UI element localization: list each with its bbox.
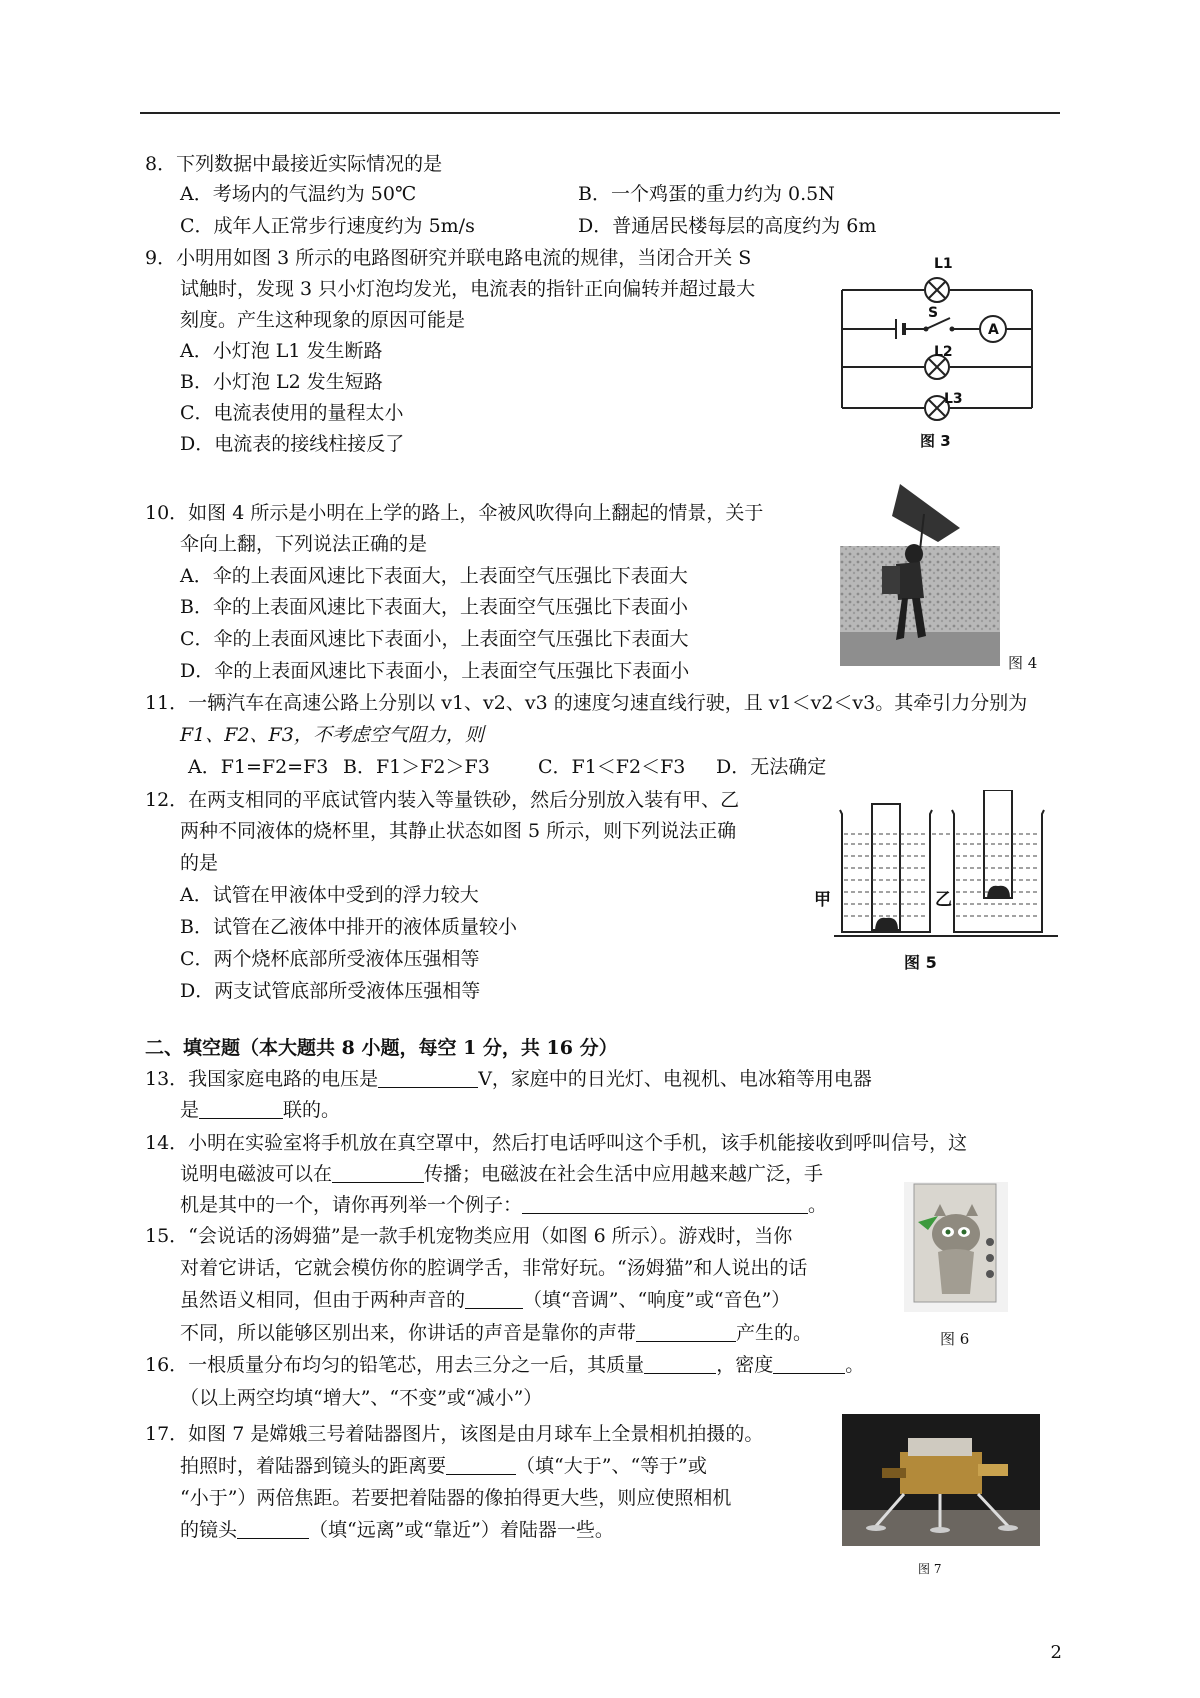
q13-line2 bbox=[180, 1097, 340, 1123]
q13-line1 bbox=[145, 1066, 872, 1092]
figure-5-beakers bbox=[832, 790, 1062, 940]
q10-option-a: A．伞的上表面风速比下表面大，上表面空气压强比下表面大 bbox=[180, 565, 688, 587]
q17-text-1: 拍照时，着陆器到镜头的距离要 bbox=[180, 1455, 447, 1477]
q15-blank-vocal-cords[interactable] bbox=[636, 1322, 736, 1342]
fig3-label-ammeter: A bbox=[988, 322, 999, 338]
q9-line2: 试触时，发现 3 只小灯泡均发光，电流表的指针正向偏转并超过最大 bbox=[180, 278, 756, 300]
q17-text-3: 的镜头 bbox=[180, 1519, 238, 1541]
q11-line1: 11．一辆汽车在高速公路上分别以 v1、v2、v3 的速度匀速直线行驶，且 v1＜v2＜v3。其牵引力分别为 bbox=[145, 692, 1028, 714]
q14-line3 bbox=[180, 1192, 827, 1218]
q16-line2: （以上两空均填“增大”、“不变”或“减小”） bbox=[180, 1387, 543, 1409]
q12-line1: 12．在两支相同的平底试管内装入等量铁砂，然后分别放入装有甲、乙 bbox=[145, 789, 740, 811]
q15-line1: 15．“会说话的汤姆猫”是一款手机宠物类应用（如图 6 所示）。游戏时，当你 bbox=[145, 1225, 793, 1247]
q12-option-b: B．试管在乙液体中排开的液体质量较小 bbox=[180, 916, 517, 938]
q15-line3 bbox=[180, 1287, 790, 1313]
q13-text-2: V，家庭中的日光灯、电视机、电冰箱等用电器 bbox=[478, 1068, 872, 1090]
q15-line4 bbox=[180, 1320, 812, 1346]
fig3-label-l2: L2 bbox=[934, 344, 953, 360]
q8-stem: 8．下列数据中最接近实际情况的是 bbox=[145, 153, 443, 175]
q14-blank-medium[interactable] bbox=[332, 1163, 424, 1183]
q12-option-a: A．试管在甲液体中受到的浮力较大 bbox=[180, 884, 479, 906]
q13-text-4: 联的。 bbox=[283, 1099, 341, 1121]
q11-option-d: D．无法确定 bbox=[716, 756, 827, 778]
q17-line1: 17．如图 7 是嫦娥三号着陆器图片，该图是由月球车上全景相机拍摄的。 bbox=[145, 1423, 764, 1445]
q16-blank-mass[interactable] bbox=[644, 1354, 716, 1374]
q11-option-c: C．F1＜F2＜F3 bbox=[538, 756, 686, 778]
q15-text-3: 不同，所以能够区别出来，你讲话的声音是靠你的声带 bbox=[180, 1322, 637, 1344]
fig3-label-l1: L1 bbox=[934, 256, 953, 272]
q9-line3: 刻度。产生这种现象的原因可能是 bbox=[180, 309, 466, 331]
q15-blank-sound-property[interactable] bbox=[465, 1289, 523, 1309]
q11-option-a: A．F1=F2=F3 bbox=[188, 756, 329, 778]
q9-line1: 9．小明用如图 3 所示的电路图研究并联电路电流的规律，当闭合开关 S bbox=[145, 247, 752, 269]
q17-text-2: （填“大于”、“等于”或 bbox=[516, 1455, 707, 1477]
q14-text-2: 传播；电磁波在社会生活中应用越来越广泛，手 bbox=[424, 1163, 824, 1185]
q16-text-1: 16．一根质量分布均匀的铅笔芯，用去三分之一后，其质量 bbox=[145, 1354, 645, 1376]
fig3-label-l3: L3 bbox=[944, 391, 963, 407]
q14-blank-example[interactable] bbox=[522, 1194, 808, 1214]
figure-4-umbrella-photo bbox=[840, 480, 1000, 666]
q16-line1 bbox=[145, 1352, 864, 1378]
fig5-caption: 图 5 bbox=[904, 953, 937, 972]
q10-option-d: D．伞的上表面风速比下表面小，上表面空气压强比下表面小 bbox=[180, 660, 690, 682]
q17-blank-distance[interactable] bbox=[446, 1455, 516, 1475]
fig5-label-jia: 甲 bbox=[814, 890, 831, 910]
q10-option-b: B．伞的上表面风速比下表面大，上表面空气压强比下表面小 bbox=[180, 596, 688, 618]
q10-line1: 10．如图 4 所示是小明在上学的路上，伞被风吹得向上翻起的情景，关于 bbox=[145, 502, 764, 524]
fig6-caption: 图 6 bbox=[940, 1330, 970, 1348]
header-rule bbox=[140, 112, 1060, 114]
q14-text-3: 机是其中的一个，请你再列举一个例子： bbox=[180, 1194, 523, 1216]
q10-line2: 伞向上翻，下列说法正确的是 bbox=[180, 533, 428, 555]
q10-option-c: C．伞的上表面风速比下表面小，上表面空气压强比下表面大 bbox=[180, 628, 689, 650]
q9-option-c: C．电流表使用的量程太小 bbox=[180, 402, 404, 424]
q9-option-d: D．电流表的接线柱接反了 bbox=[180, 433, 405, 455]
q16-blank-density[interactable] bbox=[773, 1354, 845, 1374]
q17-blank-direction[interactable] bbox=[237, 1519, 309, 1539]
figure-6-talking-tom-app bbox=[904, 1182, 1008, 1312]
page-number: 2 bbox=[1050, 1642, 1062, 1663]
q14-line2 bbox=[180, 1161, 823, 1187]
q15-text-4: 产生的。 bbox=[736, 1322, 813, 1344]
fig4-caption: 图 4 bbox=[1008, 654, 1038, 672]
q12-line2: 两种不同液体的烧杯里，其静止状态如图 5 所示，则下列说法正确 bbox=[180, 820, 737, 842]
q17-line3: “小于”）两倍焦距。若要把着陆器的像拍得更大些，则应使照相机 bbox=[180, 1487, 732, 1509]
q13-text-1: 13．我国家庭电路的电压是 bbox=[145, 1068, 379, 1090]
q15-text-1: 虽然语义相同，但由于两种声音的 bbox=[180, 1289, 466, 1311]
fig3-caption: 图 3 bbox=[920, 432, 951, 450]
q14-line1: 14．小明在实验室将手机放在真空罩中，然后打电话呼叫这个手机，该手机能接收到呼叫信号，这 bbox=[145, 1132, 968, 1154]
q8-option-a: A．考场内的气温约为 50℃ bbox=[180, 183, 417, 205]
fig5-label-yi: 乙 bbox=[935, 890, 952, 910]
q14-text-4: 。 bbox=[808, 1194, 828, 1216]
q12-option-c: C．两个烧杯底部所受液体压强相等 bbox=[180, 948, 480, 970]
q14-text-1: 说明电磁波可以在 bbox=[180, 1163, 333, 1185]
q16-text-3: 。 bbox=[845, 1354, 865, 1376]
q11-line2: F1、F2、F3，不考虑空气阻力，则 bbox=[180, 724, 484, 746]
q9-option-a: A．小灯泡 L1 发生断路 bbox=[180, 340, 383, 362]
q12-line3: 的是 bbox=[180, 852, 219, 874]
q16-text-2: ，密度 bbox=[716, 1354, 774, 1376]
q17-line4 bbox=[180, 1517, 614, 1543]
q15-line2: 对着它讲话，它就会模仿你的腔调学舌，非常好玩。“汤姆猫”和人说出的话 bbox=[180, 1257, 808, 1279]
q13-blank-voltage[interactable] bbox=[378, 1068, 478, 1088]
section-2-heading: 二、填空题（本大题共 8 小题，每空 1 分，共 16 分） bbox=[145, 1037, 618, 1059]
q13-blank-connection[interactable] bbox=[199, 1099, 283, 1119]
q9-option-b: B．小灯泡 L2 发生短路 bbox=[180, 371, 383, 393]
fig7-caption: 图 7 bbox=[918, 1562, 942, 1576]
q8-option-c: C．成年人正常步行速度约为 5m/s bbox=[180, 215, 475, 237]
q17-line2 bbox=[180, 1453, 707, 1479]
fig3-label-s: S bbox=[928, 305, 939, 321]
q12-option-d: D．两支试管底部所受液体压强相等 bbox=[180, 980, 481, 1002]
q13-text-3: 是 bbox=[180, 1099, 200, 1121]
figure-7-lunar-lander-photo bbox=[842, 1414, 1040, 1546]
q8-option-d: D．普通居民楼每层的高度约为 6m bbox=[578, 215, 877, 237]
q8-option-b: B．一个鸡蛋的重力约为 0.5N bbox=[578, 183, 835, 205]
q17-text-4: （填“远离”或“靠近”）着陆器一些。 bbox=[309, 1519, 614, 1541]
q15-text-2: （填“音调”、“响度”或“音色”） bbox=[523, 1289, 791, 1311]
q11-option-b: B．F1＞F2＞F3 bbox=[343, 756, 490, 778]
